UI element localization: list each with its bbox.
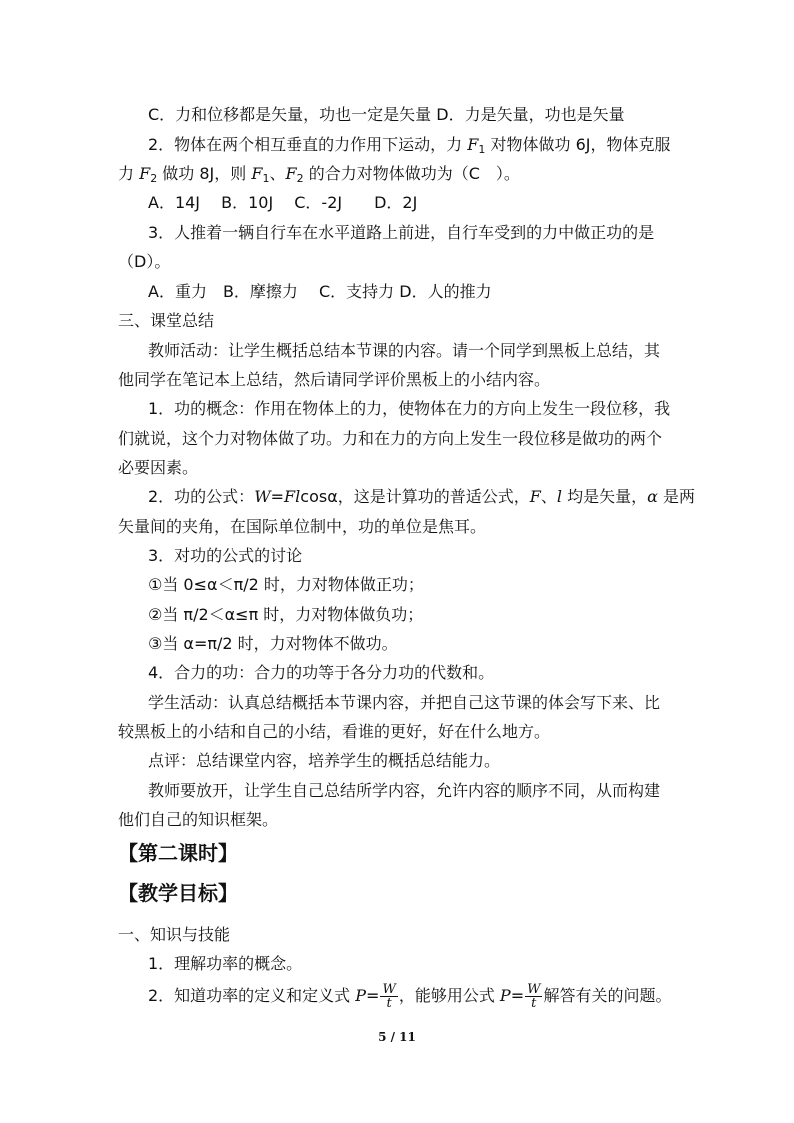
- paragraph-line: 较黑板上的小结和自己的小结，看谁的更好，好在什么地方。: [118, 722, 551, 741]
- fraction-numerator: W: [382, 982, 396, 997]
- force-symbol: F: [467, 135, 479, 154]
- force-symbol: F: [529, 487, 541, 506]
- fl-symbol: Fl: [284, 487, 301, 506]
- power-symbol: P: [499, 986, 511, 1005]
- force-symbol: F: [251, 164, 263, 183]
- text-span: 、: [540, 487, 557, 506]
- heading-second-lesson: 【第二课时】: [118, 841, 238, 865]
- text-span: 2．物体在两个相互垂直的力作用下运动，力: [148, 135, 468, 154]
- paragraph-line: 他同学在笔记本上总结，然后请同学评价黑板上的小结内容。: [118, 370, 551, 389]
- text-span: 2．知道功率的定义和定义式: [148, 986, 356, 1005]
- angle-symbol: α: [647, 487, 658, 506]
- text-span: =: [366, 986, 380, 1005]
- fraction-w-over-t: [525, 983, 542, 1010]
- fraction-denominator: t: [531, 996, 537, 1011]
- work-formula-line: [148, 486, 708, 508]
- paragraph-line: 1．功的概念：作用在物体上的力，使物体在力的方向上发生一段位移，我: [148, 399, 671, 418]
- text-span: 均是矢量，: [562, 487, 648, 506]
- power-symbol: P: [355, 986, 367, 1005]
- text-span: ，能够用公式: [398, 986, 500, 1005]
- question-3-line-2: （D）。: [118, 252, 171, 271]
- text-span: 是两: [657, 487, 695, 506]
- question-2-options: A．14J B．10J C．-2J D．2J: [148, 193, 418, 212]
- text-span: 2．功的公式：: [148, 487, 255, 506]
- paragraph-line: 他们自己的知识框架。: [118, 810, 279, 829]
- question-2-line-1: [148, 134, 708, 161]
- work-symbol: W: [254, 487, 271, 506]
- question-3-options: A．重力 B．摩擦力 C．支持力 D．人的推力: [148, 282, 492, 301]
- subscript: 2: [296, 172, 304, 185]
- paragraph-line: 3．对功的公式的讨论: [148, 546, 303, 565]
- fraction-w-over-t: [380, 983, 397, 1010]
- fraction-denominator: t: [386, 996, 392, 1011]
- paragraph-line: 必要因素。: [118, 458, 199, 477]
- subscript: 1: [262, 172, 270, 185]
- force-symbol: F: [285, 164, 297, 183]
- subscript: 1: [478, 143, 486, 156]
- displacement-symbol: l: [556, 487, 562, 506]
- page-number: 5 / 11: [378, 1030, 416, 1044]
- question-3-line-1: 3．人推着一辆自行车在水平道路上前进，自行车受到的力中做正功的是: [148, 223, 655, 242]
- paragraph-line: 教师活动：让学生概括总结本节课的内容。请一个同学到黑板上总结，其: [148, 341, 661, 360]
- option-line-c-d: C．力和位移都是矢量，功也一定是矢量 D．力是矢量，功也是矢量: [148, 105, 625, 124]
- paragraph-line: 矢量间的夹角，在国际单位制中，功的单位是焦耳。: [118, 517, 487, 536]
- paragraph-line: 学生活动：认真总结概括本节课内容，并把自己这节课的体会写下来、比: [148, 693, 661, 712]
- case-item-2: ②当 π/2＜α≤π 时，力对物体做负功；: [148, 605, 424, 624]
- paragraph-line: 点评：总结课堂内容，培养学生的概括总结能力。: [148, 751, 501, 770]
- case-item-3: ③当 α=π/2 时，力对物体不做功。: [148, 634, 398, 653]
- case-item-1: ①当 0≤α＜π/2 时，力对物体做正功；: [148, 575, 424, 594]
- text-span: 做功 8J，则: [157, 164, 252, 183]
- paragraph-line: 4．合力的功：合力的功等于各分力功的代数和。: [148, 663, 495, 682]
- text-span: cosα，这是计算功的普适公式，: [300, 487, 530, 506]
- objective-item-1: 1．理解功率的概念。: [148, 954, 303, 973]
- force-symbol: F: [139, 164, 151, 183]
- text-span: 的合力对物体做功为（C ）。: [303, 164, 520, 183]
- section-heading-summary: 三、课堂总结: [118, 311, 215, 330]
- text-span: 力: [118, 164, 140, 183]
- paragraph-line: 教师要放开，让学生自己总结所学内容，允许内容的顺序不同，从而构建: [148, 781, 661, 800]
- paragraph-line: 们就说，这个力对物体做了功。力和在力的方向上发生一段位移是做功的两个: [118, 429, 663, 448]
- text-span: 、: [269, 164, 286, 183]
- objective-item-2: [148, 983, 708, 1010]
- fraction-numerator: W: [527, 982, 541, 997]
- text-span: 解答有关的问题。: [543, 986, 672, 1005]
- text-span: 对物体做功 6J，物体克服: [485, 135, 671, 154]
- text-span: =: [510, 986, 525, 1005]
- section-heading-knowledge: 一、知识与技能: [118, 925, 231, 944]
- question-2-line-2: [118, 163, 678, 190]
- subscript: 2: [150, 172, 158, 185]
- text-span: =: [270, 487, 285, 506]
- heading-teaching-objectives: 【教学目标】: [118, 881, 238, 905]
